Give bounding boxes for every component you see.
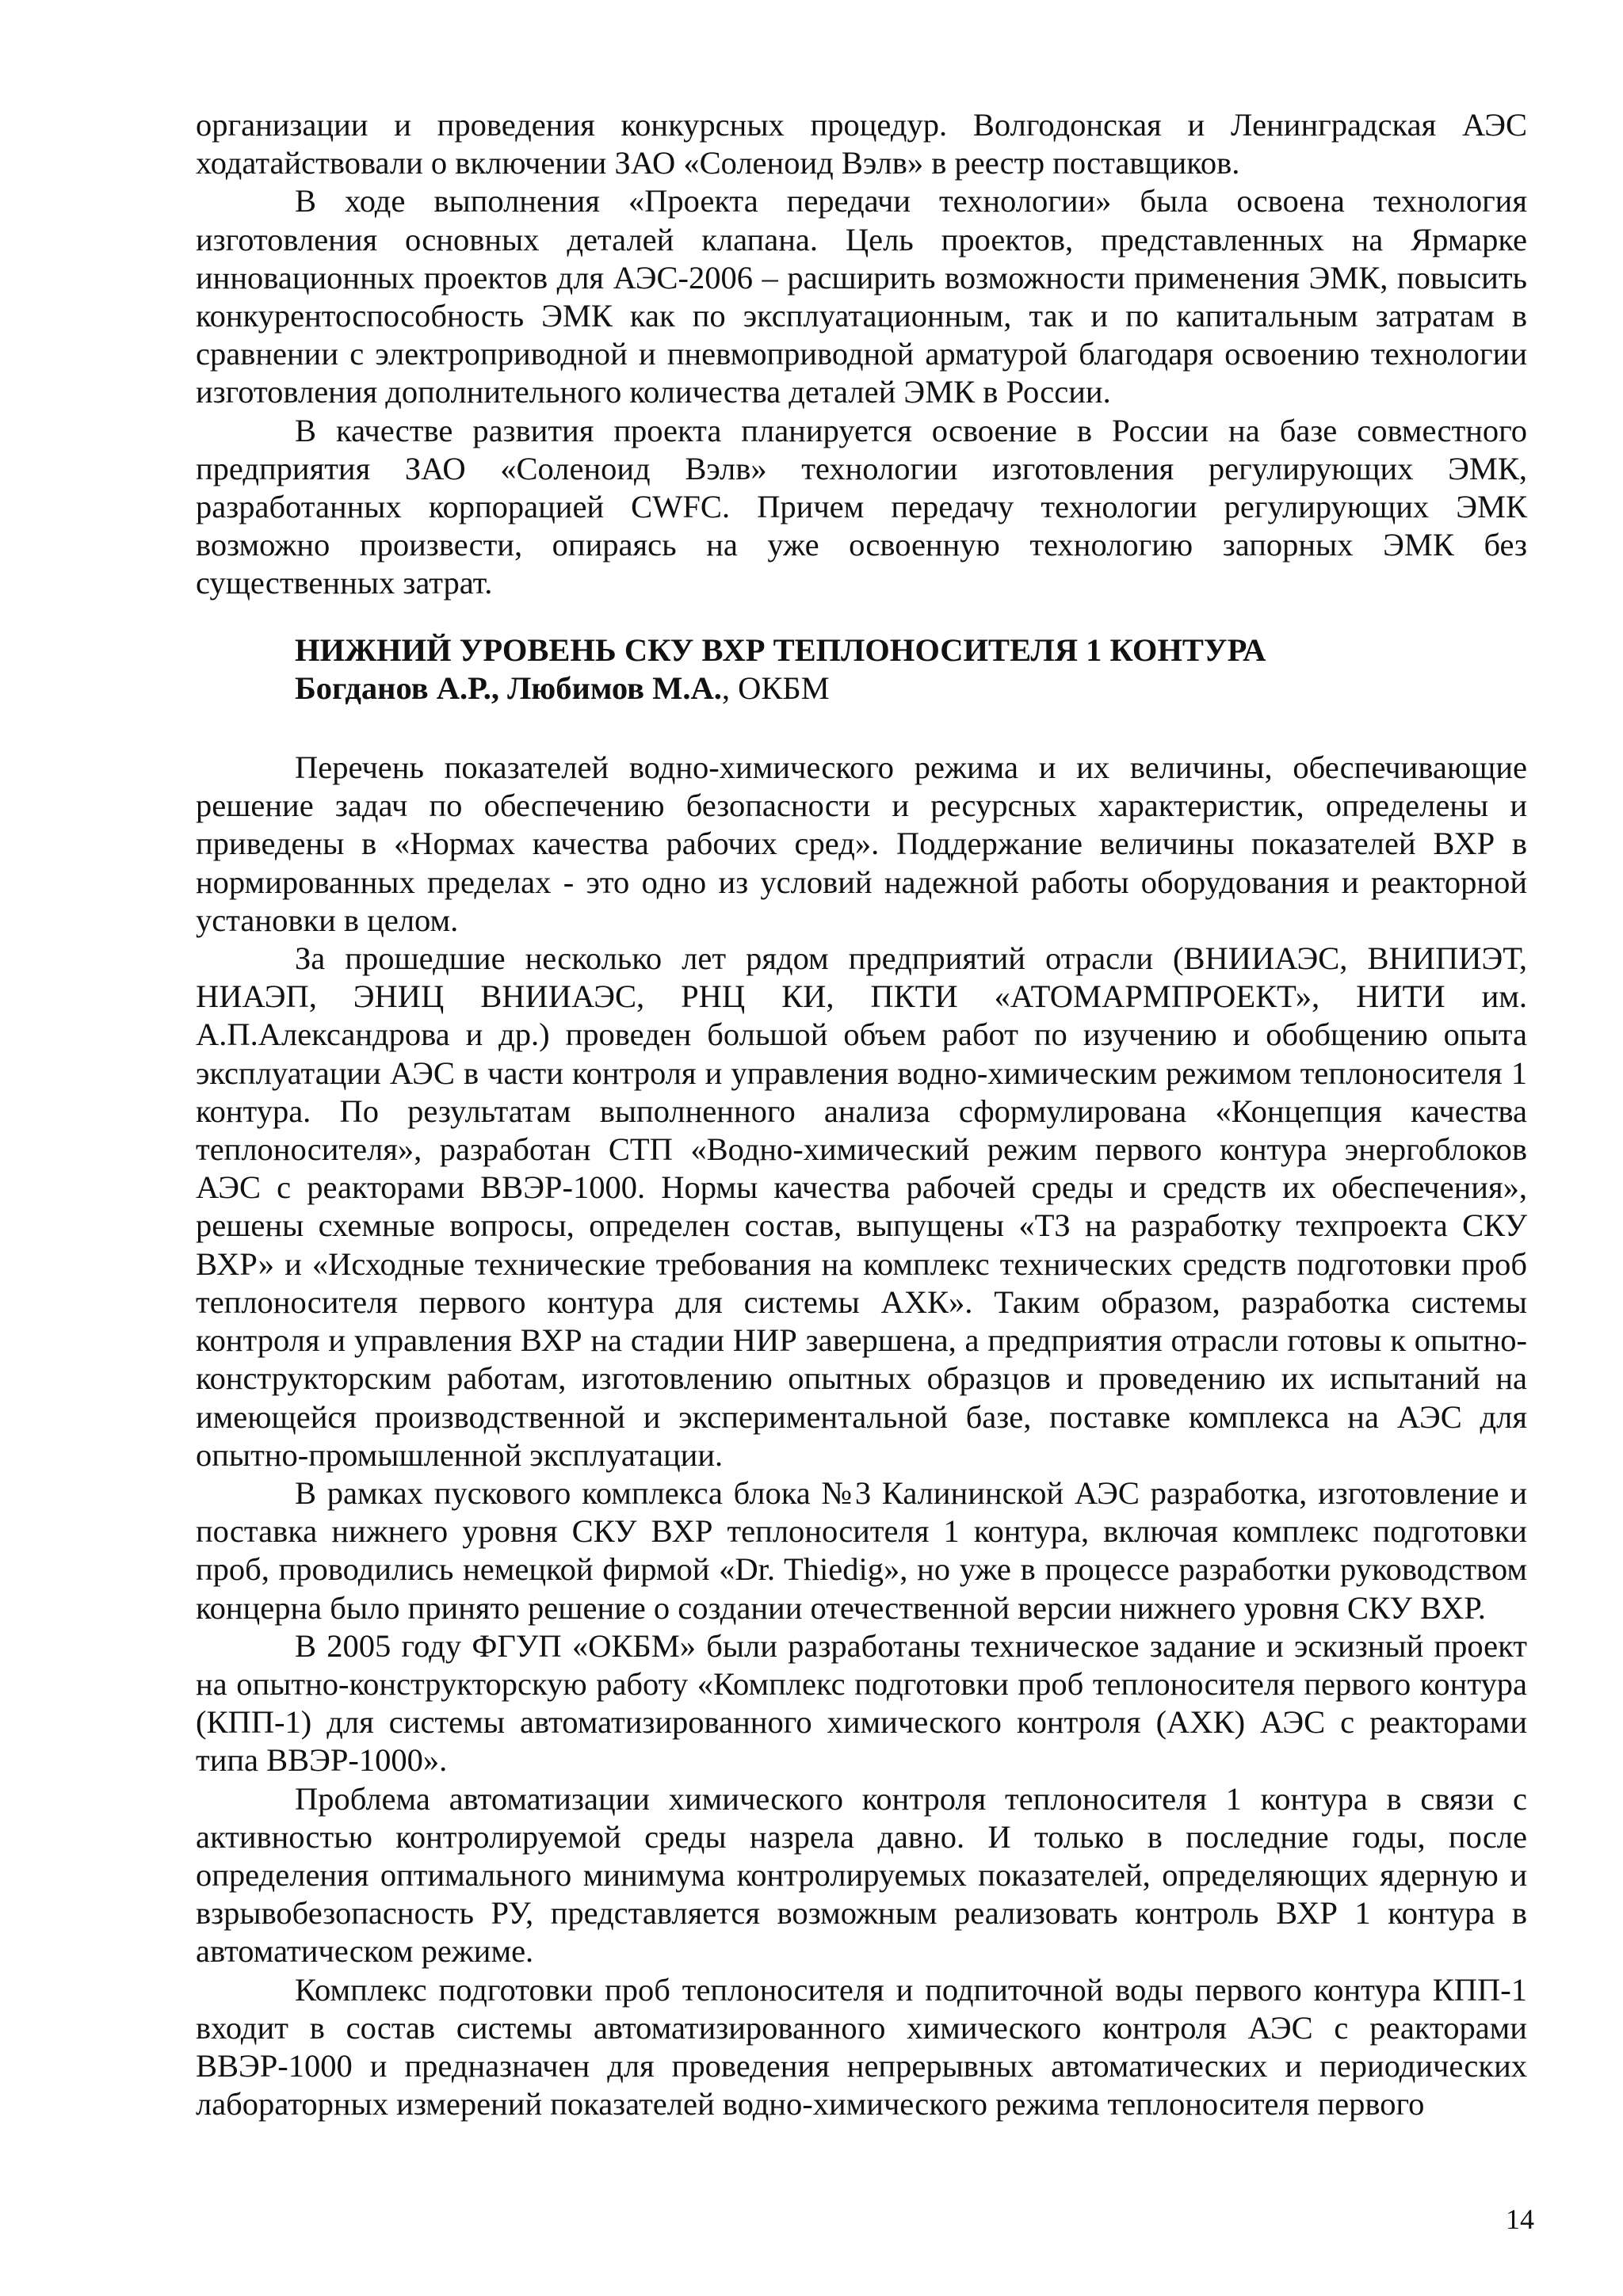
article-affiliation: , ОКБМ bbox=[721, 669, 830, 706]
paragraph-project-development: В качестве развития проекта планируется освоение в России на базе совместного предприятия ЗАО «Соленоид Вэлв» технологии изготовления регулирующих ЭМК, разработанных корпорацией CWFC. Причем передачу технологии регулирующих ЭМК возможно произвести, опираясь на уже освоенную технологию запорных ЭМК без существенных затрат. bbox=[196, 412, 1527, 601]
paragraph-technology-transfer: В ходе выполнения «Проекта передачи технологии» была освоена технология изготовления основных деталей клапана. Цель проектов, представленных на Ярмарке инновационных проектов для АЭС-2006 – расширить возможности применения ЭМК, повысить конкурентоспособность ЭМК как по эксплуатационным, так и по капитальным затратам в сравнении с электроприводной и пневмоприводной арматурой благодаря освоению технологии изготовления дополнительного количества деталей ЭМК в России. bbox=[196, 183, 1527, 410]
paragraph-industry-research: За прошедшие несколько лет рядом предприятий отрасли (ВНИИАЭС, ВНИПИЭТ, НИАЭП, ЭНИЦ ВНИИАЭС, РНЦ КИ, ПКТИ «АТОМАРМПРОЕКТ», НИТИ им. А.П.Александрова и др.) проведен большой объем работ по изучению и обобщению опыта эксплуатации АЭС в части контроля и управления водно-химическим режимом теплоносителя 1 контура. По результатам выполненного анализа сформулирована «Концепция качества теплоносителя», разработан СТП «Водно-химический режим первого контура энергоблоков АЭС с реакторами ВВЭР-1000. Нормы качества рабочей среды и средств их обеспечения», решены схемные вопросы, определен состав, выпущены «ТЗ на разработку техпроекта СКУ ВХР» и «Исходные технические требования на комплекс технических средств подготовки проб теплоносителя первого контура для системы АХК». Таким образом, разработка системы контроля и управления ВХР на стадии НИР завершена, а предприятия отрасли готовы к опытно-конструкторским работам, изготовлению опытных образцов и проведению их испытаний на имеющейся производственной и экспериментальной базе, поставке комплекса на АЭС для опытно-промышленной эксплуатации. bbox=[196, 940, 1527, 1473]
article-title: НИЖНИЙ УРОВЕНЬ СКУ ВХР ТЕПЛОНОСИТЕЛЯ 1 КОНТУРА bbox=[295, 631, 1266, 668]
article-header bbox=[196, 631, 1527, 707]
article-byline bbox=[295, 669, 1527, 707]
article-authors: Богданов А.Р., Любимов М.А. bbox=[295, 669, 722, 706]
paragraph-kalinin-npp: В рамках пускового комплекса блока №3 Калининской АЭС разработка, изготовление и поставка нижнего уровня СКУ ВХР теплоносителя 1 контура, включая комплекс подготовки проб, проводились немецкой фирмой «Dr. Thiedig», но уже в процессе разработки руководством концерна было принято решение о создании отечественной версии нижнего уровня СКУ ВХР. bbox=[196, 1474, 1527, 1626]
paragraph-kpp1-complex: Комплекс подготовки проб теплоносителя и подпиточной воды первого контура КПП-1 входит в состав системы автоматизированного химического контроля АЭС с реакторами ВВЭР-1000 и предназначен для проведения непрерывных автоматических и периодических лабораторных измерений показателей водно-химического режима теплоносителя первого bbox=[196, 1971, 1527, 2122]
paragraph-continuation: организации и проведения конкурсных процедур. Волгодонская и Ленинградская АЭС ходатайствовали о включении ЗАО «Соленоид Вэлв» в реестр поставщиков. bbox=[196, 107, 1527, 181]
document-page bbox=[196, 106, 1527, 2123]
paragraph-automation-problem: Проблема автоматизации химического контроля теплоносителя 1 контура в связи с активностью контролируемой среды назрела давно. И только в последние годы, после определения оптимального минимума контролируемых показателей, определяющих ядерную и взрывобезопасность РУ, представляется возможным реализовать контроль ВХР 1 контура в автоматическом режиме. bbox=[196, 1780, 1527, 1970]
paragraph-water-chemistry-norms: Перечень показателей водно-химического режима и их величины, обеспечивающие решение задач по обеспечению безопасности и ресурсных характеристик, определены и приведены в «Нормах качества рабочих сред». Поддержание величины показателей ВХР в нормированных пределах - это одно из условий надежной работы оборудования и реакторной установки в целом. bbox=[196, 749, 1527, 938]
page-number: 14 bbox=[1506, 2203, 1534, 2235]
paragraph-okbm-2005: В 2005 году ФГУП «ОКБМ» были разработаны техническое задание и эскизный проект на опытно-конструкторскую работу «Комплекс подготовки проб теплоносителя первого контура (КПП-1) для системы автоматизированного химического контроля (АХК) АЭС с реакторами типа ВВЭР-1000». bbox=[196, 1627, 1527, 1779]
